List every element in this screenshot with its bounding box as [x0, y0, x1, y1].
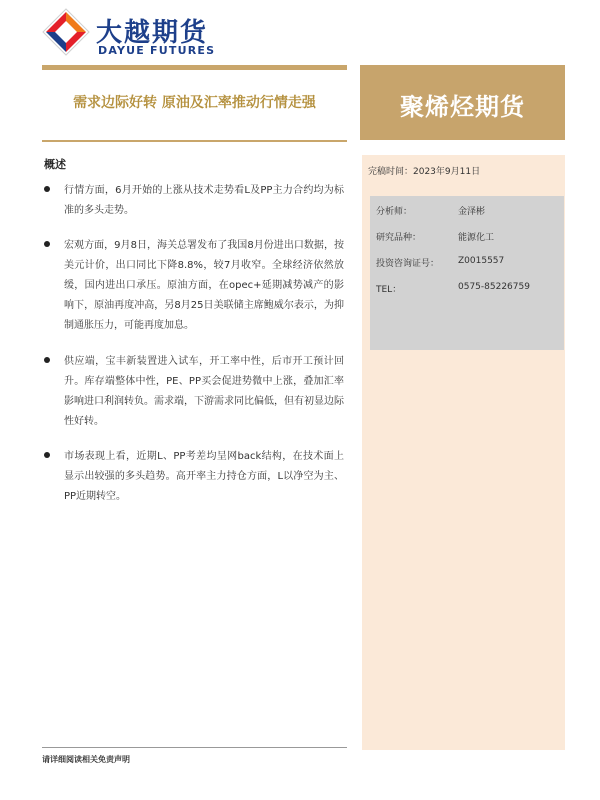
- company-logo: [42, 8, 232, 58]
- bullet-dot-icon: [44, 186, 50, 192]
- logo-name-cn: 大越期货: [96, 18, 209, 48]
- overview-title: 概述: [44, 158, 66, 171]
- bullet-dot-icon: [44, 452, 50, 458]
- diamond-logo-icon: [42, 8, 90, 58]
- bullet-text: 市场表现上看，近期L、PP考差均呈网back结构，在技术面上显示出较强的多头趋势。高开率主力持仓方面，L以净空为主、PP近期转空。: [64, 451, 344, 502]
- overview-bullet: [44, 236, 344, 336]
- bullet-text: 宏观方面，9月8日，海关总署发布了我国8月份进出口数据，按美元计价，出口同比下降8.8%，较7月收窄。全球经济依然放缓，国内进出口承压。原油方面，在opec+延期减势减产的影响下，原油再度冲高，另8月25日美联储主席鲍威尔表示，为抑制通胀压力，可能再度加息。: [64, 240, 344, 331]
- header-rule-bottom: [42, 140, 347, 142]
- report-title: 聚烯烃期货: [400, 93, 525, 121]
- footer-rule: [42, 747, 347, 748]
- info-row-license: [370, 250, 564, 276]
- overview-bullet: [44, 352, 344, 432]
- report-date: 完稿时间：2023年9月11日: [368, 167, 481, 177]
- info-value: 0575-85226759: [458, 282, 530, 292]
- bullet-text: 供应端，宝丰新装置进入试车，开工率中性，后市开工预计回升。库存端整体中性，PE、PP买会促进势微中上涨，叠加汇率影响进口利润转负。需求端，下游需求同比偏低，但有初显边际性好转。: [64, 356, 344, 427]
- bullet-text: 行情方面，6月开始的上涨从技术走势看L及PP主力合约均为标准的多头走势。: [64, 185, 344, 216]
- analyst-info-box: [370, 196, 564, 350]
- overview-bullet: [44, 447, 344, 507]
- info-value: 能源化工: [458, 233, 495, 243]
- info-row-tel: [370, 276, 564, 302]
- bullet-dot-icon: [44, 357, 50, 363]
- report-title-box: [360, 65, 565, 140]
- disclaimer-note: 请详细阅读相关免责声明: [42, 755, 130, 764]
- report-headline: 需求边际好转 原油及汇率推动行情走强: [73, 95, 316, 111]
- info-row-category: [370, 224, 564, 250]
- overview-bullet: [44, 181, 344, 221]
- info-value: Z0015557: [458, 256, 505, 266]
- info-label: 研究品种：: [376, 233, 422, 243]
- info-row-analyst: [370, 198, 564, 224]
- info-label: TEL：: [376, 285, 402, 295]
- bullet-dot-icon: [44, 241, 50, 247]
- info-value: 金泽彬: [458, 207, 486, 217]
- header-rule-top: [42, 65, 347, 70]
- info-label: 分析师：: [376, 207, 413, 217]
- info-label: 投资咨询证号：: [376, 259, 440, 269]
- logo-name-en: DAYUE FUTURES: [98, 44, 216, 57]
